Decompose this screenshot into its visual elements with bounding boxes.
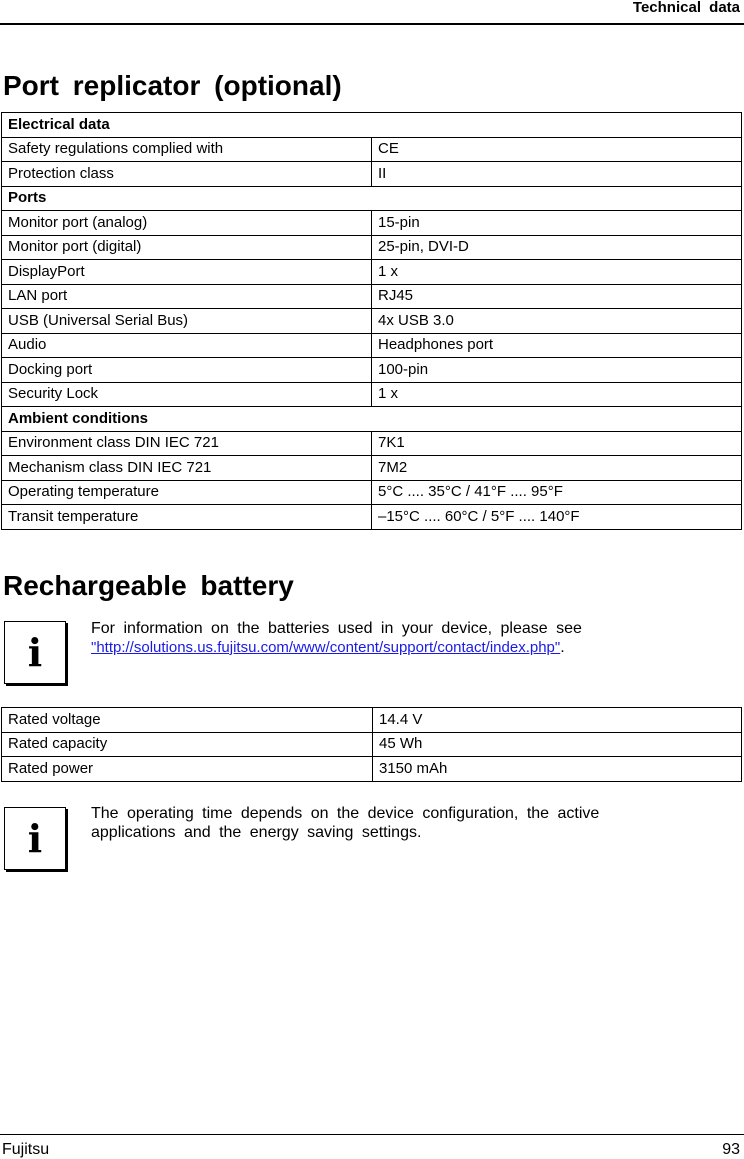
table-row xyxy=(2,162,742,187)
spec-label: Operating temperature xyxy=(2,480,372,505)
spec-value: 4x USB 3.0 xyxy=(372,309,742,334)
section-label: Ports xyxy=(2,186,742,211)
spec-value: 25-pin, DVI-D xyxy=(372,235,742,260)
spec-label: Mechanism class DIN IEC 721 xyxy=(2,456,372,481)
footer-brand: Fujitsu xyxy=(2,1141,50,1158)
table-row xyxy=(2,137,742,162)
battery-info-text: For information on the batteries used in your device, please see xyxy=(91,620,582,637)
spec-label: Audio xyxy=(2,333,372,358)
spec-value: 5°C .... 35°C / 41°F .... 95°F xyxy=(372,480,742,505)
port-replicator-table xyxy=(1,112,742,530)
spec-label: Docking port xyxy=(2,358,372,383)
battery-info-note xyxy=(91,619,611,657)
spec-label: Protection class xyxy=(2,162,372,187)
page-number: 93 xyxy=(722,1141,740,1158)
spec-label: Rated voltage xyxy=(2,708,373,733)
table-row xyxy=(2,456,742,481)
table-row xyxy=(2,708,742,733)
spec-label: Rated capacity xyxy=(2,732,373,757)
spec-value: CE xyxy=(372,137,742,162)
spec-label: Security Lock xyxy=(2,382,372,407)
running-header-title: Technical data xyxy=(632,0,740,16)
spec-label: Safety regulations complied with xyxy=(2,137,372,162)
spec-label: Rated power xyxy=(2,757,373,782)
spec-value: Headphones port xyxy=(372,333,742,358)
table-row xyxy=(2,358,742,383)
spec-label: Monitor port (analog) xyxy=(2,211,372,236)
spec-label: Transit temperature xyxy=(2,505,372,530)
support-link[interactable]: "http://solutions.us.fujitsu.com/www/content/support/contact/index.php" xyxy=(91,639,561,656)
battery-info-suffix: . xyxy=(560,639,565,656)
info-icon: i xyxy=(4,807,66,870)
table-row xyxy=(2,732,742,757)
spec-label: LAN port xyxy=(2,284,372,309)
table-row xyxy=(2,431,742,456)
footer-divider xyxy=(0,1134,744,1135)
info-icon: i xyxy=(4,621,66,684)
battery-heading: Rechargeable battery xyxy=(3,570,294,601)
table-row xyxy=(2,211,742,236)
table-row xyxy=(2,382,742,407)
spec-value: –15°C .... 60°C / 5°F .... 140°F xyxy=(372,505,742,530)
table-row xyxy=(2,309,742,334)
spec-label: DisplayPort xyxy=(2,260,372,285)
spec-value: 1 x xyxy=(372,382,742,407)
table-section-row xyxy=(2,186,742,211)
table-section-row xyxy=(2,407,742,432)
section-label: Ambient conditions xyxy=(2,407,742,432)
spec-value: 3150 mAh xyxy=(373,757,742,782)
spec-value: 7M2 xyxy=(372,456,742,481)
battery-table xyxy=(1,707,742,782)
table-row xyxy=(2,260,742,285)
spec-value: 1 x xyxy=(372,260,742,285)
spec-label: Environment class DIN IEC 721 xyxy=(2,431,372,456)
table-row xyxy=(2,333,742,358)
spec-value: 100-pin xyxy=(372,358,742,383)
spec-value: 14.4 V xyxy=(373,708,742,733)
spec-value: 45 Wh xyxy=(373,732,742,757)
table-row xyxy=(2,235,742,260)
operating-time-note: The operating time depends on the device configuration, the active applications and the energy saving settings. xyxy=(91,805,600,841)
table-section-row xyxy=(2,113,742,138)
spec-label: Monitor port (digital) xyxy=(2,235,372,260)
spec-value: 15-pin xyxy=(372,211,742,236)
spec-value: 7K1 xyxy=(372,431,742,456)
port-replicator-heading: Port replicator (optional) xyxy=(3,70,342,101)
header-divider xyxy=(0,23,744,25)
spec-value: II xyxy=(372,162,742,187)
section-label: Electrical data xyxy=(2,113,742,138)
table-row xyxy=(2,757,742,782)
table-row xyxy=(2,284,742,309)
spec-value: RJ45 xyxy=(372,284,742,309)
table-row xyxy=(2,480,742,505)
spec-label: USB (Universal Serial Bus) xyxy=(2,309,372,334)
table-row xyxy=(2,505,742,530)
